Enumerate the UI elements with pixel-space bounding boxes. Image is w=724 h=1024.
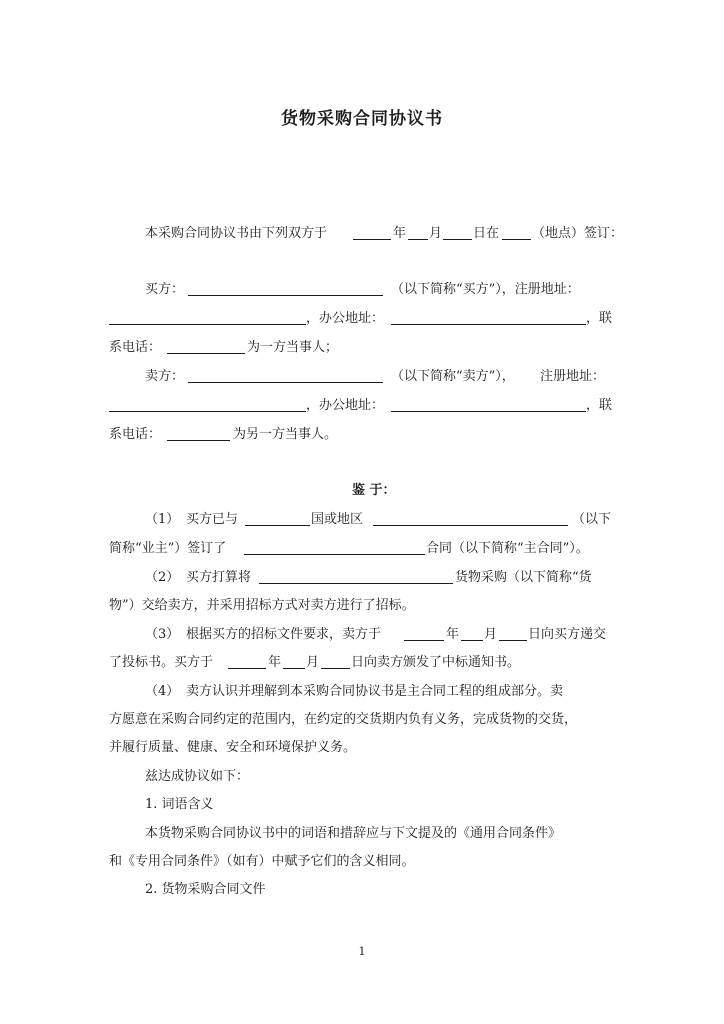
item1-text-d: 简称“业主”）签订了 (109, 541, 227, 556)
year-label: 年 (393, 226, 407, 241)
item4-line-1 (0, 681, 724, 703)
item2-number: （2） (145, 570, 180, 585)
seller-party: 为另一方当事人。 (233, 427, 338, 442)
item3-text-d: 日向卖方颁发了中标通知书。 (351, 655, 521, 670)
blank-line (167, 353, 245, 354)
blank-line (404, 640, 444, 641)
item3-text-c: 了投标书。买方于 (109, 655, 214, 670)
blank-line (353, 239, 391, 240)
buyer-lian: ，联 (586, 311, 613, 326)
section1-line-2 (0, 851, 724, 873)
seller-line-3 (0, 424, 724, 446)
seller-line-1 (0, 366, 724, 388)
item3-text-a: 根据买方的招标文件要求，卖方于 (186, 627, 382, 642)
section2-heading: 2. 货物采购合同文件 (145, 882, 266, 897)
item1-text-c: （以下 (572, 512, 612, 527)
blank-line (109, 411, 306, 412)
seller-tel-label: 系电话： (109, 427, 162, 442)
section1-heading-line (0, 794, 724, 816)
month-label: 月 (429, 226, 443, 241)
item1-text-e: 合同（以下简称“主合同”）。 (426, 541, 589, 556)
item4-line-3 (0, 737, 724, 759)
item1-line-1 (0, 509, 724, 531)
blank-line (259, 583, 453, 584)
buyer-office-label: ，办公地址： (306, 311, 385, 326)
item3-number: （3） (145, 627, 180, 642)
item3-text-b: 日向买方递交 (528, 627, 607, 642)
page-number: 1 (358, 945, 366, 958)
item1-text-a: 买方已与 (186, 512, 239, 527)
blank-line (188, 295, 383, 296)
item4-text-2: 方愿意在采购合同约定的范围内，在约定的交货期内负有义务，完成货物的交货， (109, 712, 578, 727)
intro-text: 本采购合同协议书由下列双方于 (145, 226, 328, 241)
blank-line (461, 640, 483, 641)
item2-text-a: 买方打算将 (186, 570, 252, 585)
blank-line (391, 324, 586, 325)
seller-office-label: ，办公地址： (306, 398, 385, 413)
buyer-label: 买方： (145, 282, 185, 297)
item1-number: （1） (145, 512, 180, 527)
section1-text-1: 本货物采购合同协议书中的词语和措辞应与下文提及的《通用合同条件》 (145, 826, 562, 841)
seller-label: 卖方： (145, 369, 185, 384)
section1-text-2: 和《专用合同条件》（如有）中赋予它们的含义相同。 (109, 854, 415, 869)
item3-year: 年 (446, 627, 460, 642)
item2-text-b: 货物采购（以下简称“货 (455, 570, 592, 585)
agree-text: 兹达成协议如下： (145, 769, 250, 784)
item4-text-1: 卖方认识并理解到本采购合同协议书是主合同工程的组成部分。卖 (186, 684, 564, 699)
seller-alias: （以下简称“卖方”）， (391, 369, 515, 384)
item3-line-2 (0, 652, 724, 674)
agree-line (0, 766, 724, 788)
item3-month: 月 (484, 627, 498, 642)
intro-line (0, 223, 724, 245)
section1-line-1 (0, 823, 724, 845)
blank-line (244, 554, 425, 555)
seller-reg: 注册地址： (540, 369, 606, 384)
blank-line (443, 239, 472, 240)
seller-lian: ，联 (586, 398, 613, 413)
item3-line-1 (0, 624, 724, 646)
item4-number: （4） (145, 684, 180, 699)
blank-line (502, 239, 531, 240)
buyer-party: 为一方当事人； (247, 340, 339, 355)
location-label: （地点）签订： (532, 226, 624, 241)
buyer-line-3 (0, 337, 724, 359)
blank-line (228, 668, 266, 669)
buyer-tel-label: 系电话： (109, 340, 162, 355)
section2-heading-line (0, 879, 724, 901)
item4-text-3: 并履行质量、健康、安全和环境保护义务。 (109, 740, 357, 755)
document-title: 货物采购合同协议书 (281, 109, 443, 129)
blank-line (167, 440, 230, 441)
item3-year-2: 年 (268, 655, 282, 670)
whereas-heading-line (0, 480, 724, 502)
blank-line (109, 324, 306, 325)
item2-text-c: 物”）交给卖方，并采用招标方式对卖方进行了招标。 (109, 598, 415, 613)
blank-line (283, 668, 305, 669)
blank-line (499, 640, 527, 641)
item3-month-2: 月 (306, 655, 320, 670)
blank-line (245, 525, 310, 526)
blank-line (408, 239, 428, 240)
item2-line-1 (0, 567, 724, 589)
buyer-line-1 (0, 279, 724, 301)
blank-line (373, 525, 568, 526)
item4-line-2 (0, 709, 724, 731)
blank-line (391, 411, 586, 412)
day-label: 日在 (473, 226, 500, 241)
whereas-heading: 鉴 于： (352, 483, 396, 498)
item2-line-2 (0, 595, 724, 617)
blank-line (321, 668, 350, 669)
item1-text-b: 国或地区 (311, 512, 364, 527)
buyer-alias: （以下简称“买方”），注册地址： (391, 282, 580, 297)
item1-line-2 (0, 538, 724, 560)
buyer-line-2 (0, 308, 724, 330)
blank-line (188, 382, 383, 383)
section1-heading: 1. 词语含义 (145, 797, 214, 812)
seller-line-2 (0, 395, 724, 417)
